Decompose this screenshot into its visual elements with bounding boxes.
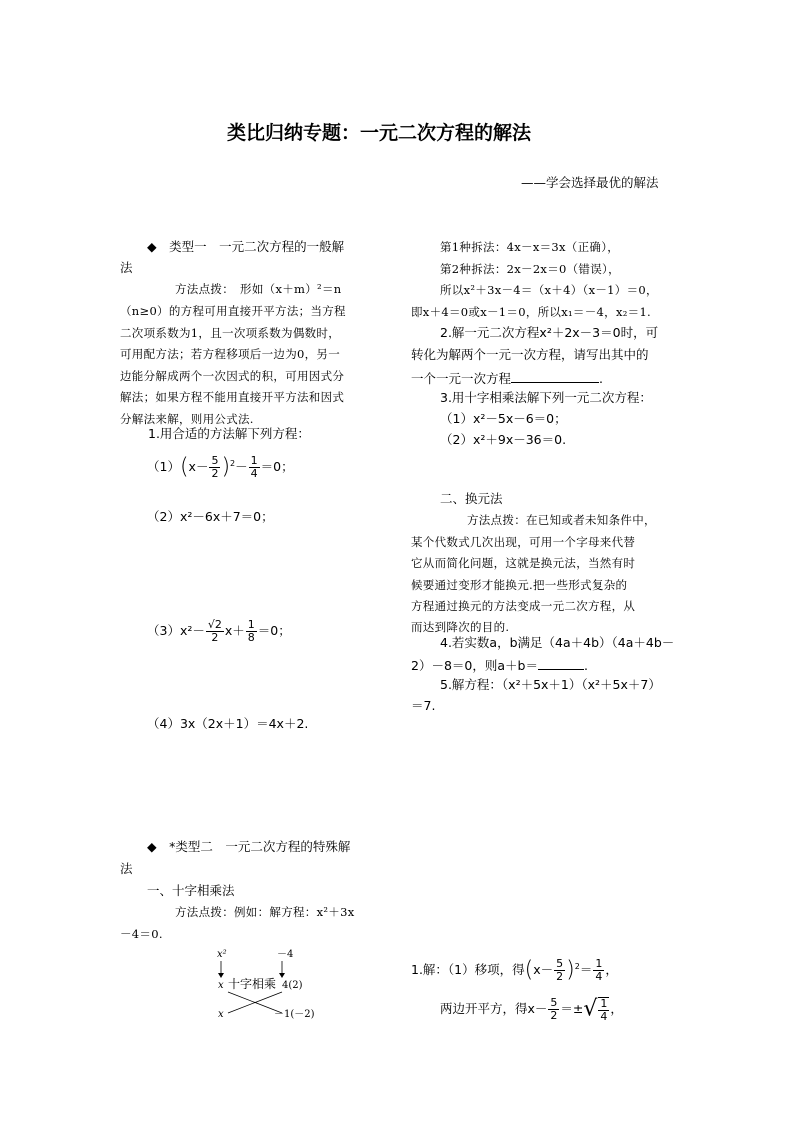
diagram-mid-label: 十字相乘 <box>228 977 277 991</box>
answer-blank-q4[interactable] <box>538 657 584 670</box>
tips2-line-2: －4＝0. <box>120 927 163 941</box>
tips2-line-1: 方法点拨：例如：解方程：x²＋3x <box>175 905 355 919</box>
factor-result: 所以x²＋3x－4＝（x＋4）（x－1）＝0， <box>440 283 658 297</box>
equation-1-3: （3）x²－ $\frac{√2}{2}$ x＋ $\frac{1}{8}$ ＝0； <box>147 618 291 644</box>
answer-1-line-2: 两边开平方，得x－ $\frac{5}{2}$ ＝±√ $\frac{1}{4}$ ， <box>440 996 623 1023</box>
diagram-bot-right: －1(－2) <box>274 1009 315 1020</box>
equation-1-4: （4）3x（2x＋1）＝4x＋2. <box>147 716 309 731</box>
diagram-mid-right: 4(2) <box>282 980 303 991</box>
section-substitution: 二、换元法 <box>440 491 503 506</box>
tips-line-2: （n≥0）的方程可用直接开平方法；当方程 <box>120 304 346 318</box>
question-5-line-2: ＝7. <box>411 698 436 713</box>
tips3-line-1: 方法点拨：在已知或者未知条件中， <box>467 513 656 527</box>
type1-header-cont: 法 <box>120 260 133 275</box>
tips3-line-6: 而达到降次的目的. <box>411 620 510 634</box>
page-subtitle: ——学会选择最优的解法 <box>521 175 659 190</box>
diagram-arrowhead-left <box>218 973 224 978</box>
question-5-line-1: 5.解方程：（x²＋5x＋1）（x²＋5x＋7） <box>440 677 661 692</box>
diagram-top-left: x² <box>217 949 227 960</box>
question-3: 3.用十字相乘法解下列一元二次方程： <box>440 390 652 405</box>
tips-line-7: 分解法来解，则用公式法. <box>120 412 254 426</box>
cross-multiplication-diagram <box>210 945 320 1020</box>
answer-blank-q2[interactable] <box>511 370 599 383</box>
question-4-line-1: 4.若实数a，b满足（4a＋4b）（4a＋4b－ <box>440 635 675 650</box>
tips-line-3: 二次项系数为1，且一次项系数为偶数时， <box>120 326 341 340</box>
question-2-line-3: 一个一元一次方程 . <box>411 371 603 386</box>
section-cross-multiplication: 一、十字相乘法 <box>147 883 235 898</box>
tips-line-6: 解法；如果方程不能用直接开平方法和因式 <box>120 390 345 404</box>
tips3-line-2: 某个代数式几次出现，可用一个字母来代替 <box>411 535 636 549</box>
tips3-line-3: 它从而简化问题，这就是换元法，当然有时 <box>411 556 636 570</box>
page-title: 类比归纳专题：一元二次方程的解法 <box>227 122 532 144</box>
equation-1-2: （2）x²－6x＋7＝0； <box>147 509 274 524</box>
diagram-arrowhead-right <box>279 973 285 978</box>
question-3-2: （2）x²＋9x－36＝0. <box>440 432 567 447</box>
question-2-line-2: 转化为解两个一元一次方程，请写出其中的 <box>411 347 649 362</box>
roots-result: 即x＋4＝0或x－1＝0，所以x₁＝－4，x₂＝1. <box>411 305 652 319</box>
split-method-2: 第2种拆法：2x－2x＝0（错误）， <box>440 262 620 276</box>
diagram-top-right: －4 <box>277 949 294 960</box>
tips-line-4: 可用配方法；若方程移项后一边为0，另一 <box>120 347 341 361</box>
diagram-mid-left: x <box>218 980 224 991</box>
tips3-line-5: 方程通过换元的方法变成一元二次方程，从 <box>411 599 636 613</box>
question-2-line-1: 2.解一元二次方程x²＋2x－3＝0时，可 <box>440 325 659 340</box>
type2-header-cont: 法 <box>120 861 133 876</box>
equation-1-1: （1）(x－ $\frac{5}{2}$ )$^2$－ $\frac{1}{4}$ ＝0； <box>147 454 294 481</box>
type1-header: ◆ 类型一 一元二次方程的一般解 <box>147 239 345 254</box>
type2-header: ◆ *类型二 一元二次方程的特殊解 <box>147 839 351 854</box>
diagram-bot-left: x <box>218 1009 224 1020</box>
tips3-line-4: 候要通过变形才能换元.把一些形式复杂的 <box>411 578 628 592</box>
question-4-line-2: 2）－8＝0，则a＋b＝ . <box>411 658 588 673</box>
tips-line-5: 边能分解成两个一次因式的积，可用因式分 <box>120 369 345 383</box>
question-1: 1.用合适的方法解下列方程： <box>148 426 310 441</box>
split-method-1: 第1种拆法：4x－x＝3x（正确）， <box>440 240 620 254</box>
answer-1-line-1: 1.解：（1）移项，得(x－ $\frac{5}{2}$ )$^2$＝ $\frac{1}{4}$ ， <box>411 957 618 984</box>
question-3-1: （1）x²－5x－6＝0； <box>440 411 567 426</box>
tips-line-1: 方法点拨： 形如（x＋m）²＝n <box>175 282 342 296</box>
